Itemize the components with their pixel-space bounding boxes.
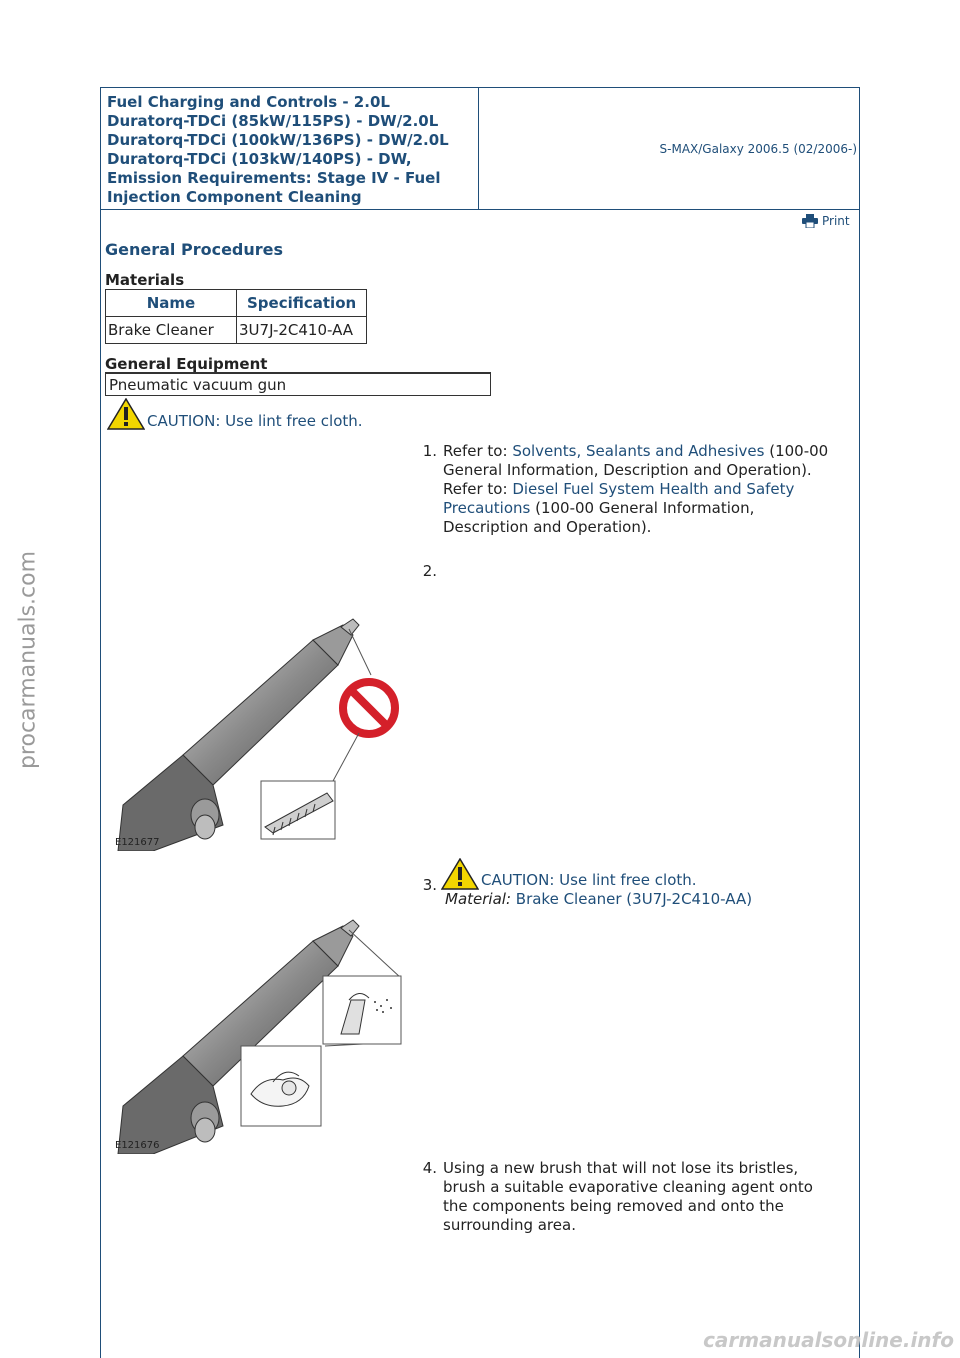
- document-frame: [100, 87, 860, 1358]
- figure-injector-no-wire-brush: [113, 615, 413, 851]
- caution-note: [107, 398, 363, 430]
- injector-cleaning-illustration: [113, 916, 413, 1154]
- material-spec-cell: 3U7J-2C410-AA: [237, 317, 367, 344]
- section-title: General Procedures: [105, 240, 284, 259]
- caution-text: CAUTION: Use lint free cloth.: [481, 871, 697, 889]
- footer-watermark: carmanualsonline.info: [703, 1328, 954, 1352]
- link-brake-cleaner[interactable]: Brake Cleaner (3U7J-2C410-AA): [515, 890, 753, 908]
- figure-injector-brake-cleaner: [113, 916, 413, 1154]
- step-number: 4.: [422, 1159, 437, 1177]
- refer-label: Refer to:: [443, 442, 513, 460]
- equipment-item: Pneumatic vacuum gun: [105, 372, 491, 396]
- warning-triangle-icon: [107, 398, 145, 430]
- model-text: S-MAX/Galaxy 2006.5 (02/2006-): [659, 141, 857, 156]
- materials-heading: Materials: [105, 271, 185, 289]
- table-header-row: [106, 290, 367, 317]
- figure-id-label: E121676: [115, 1140, 160, 1151]
- step-body: [441, 858, 833, 909]
- material-name-cell: Brake Cleaner: [106, 317, 237, 344]
- link-solvents-sealants-adhesives[interactable]: Solvents, Sealants and Adhesives: [512, 442, 765, 460]
- printer-icon: [802, 214, 818, 228]
- injector-illustration: [113, 615, 413, 851]
- column-header-specification: Specification: [237, 290, 367, 317]
- warning-triangle-icon: [441, 858, 479, 890]
- step-1: [415, 442, 855, 557]
- header-row: [101, 88, 859, 210]
- table-row: [106, 317, 367, 344]
- step-2: [415, 562, 455, 582]
- material-line: [441, 890, 833, 909]
- caution-text: CAUTION: Use lint free cloth.: [147, 412, 363, 430]
- step-number: 2.: [422, 562, 437, 580]
- column-header-name: Name: [106, 290, 237, 317]
- material-label: Material:: [445, 890, 511, 908]
- equipment-heading: General Equipment: [105, 355, 268, 373]
- reference-suffix: (100-00 General Information, Description and Operation).: [443, 442, 829, 479]
- model-label: [479, 88, 859, 209]
- reference-suffix: (100-00 General Information, Description and Operation).: [443, 499, 755, 536]
- refer-label: Refer to:: [443, 480, 513, 498]
- step-4: [415, 1159, 855, 1239]
- caution-note: [441, 858, 833, 890]
- step-3: [415, 858, 855, 918]
- figure-id-label: E121677: [115, 837, 160, 848]
- side-watermark: [8, 520, 48, 800]
- link-diesel-fuel-system-safety[interactable]: Diesel Fuel System Health and Safety Precautions: [443, 480, 795, 517]
- step-number: 1.: [422, 442, 437, 460]
- print-label: Print: [822, 214, 850, 228]
- step-body: [443, 442, 835, 537]
- step-number: 3.: [422, 876, 437, 894]
- step-body: Using a new brush that will not lose its bristles, brush a suitable evaporative cleaning agent onto the components being removed and onto the surrounding area.: [443, 1159, 813, 1234]
- page-title: Fuel Charging and Controls - 2.0L Duratorq-TDCi (85kW/115PS) - DW/2.0L Duratorq-TDCi (100kW/136PS) - DW/2.0L Duratorq-TDCi (103kW/140PS) - DW, Emission Requirements: Stage IV - Fuel Injection Component Cleaning: [101, 88, 479, 209]
- print-button[interactable]: [802, 214, 850, 228]
- side-watermark-text: procarmanuals.com: [15, 550, 41, 770]
- materials-table: [105, 289, 367, 344]
